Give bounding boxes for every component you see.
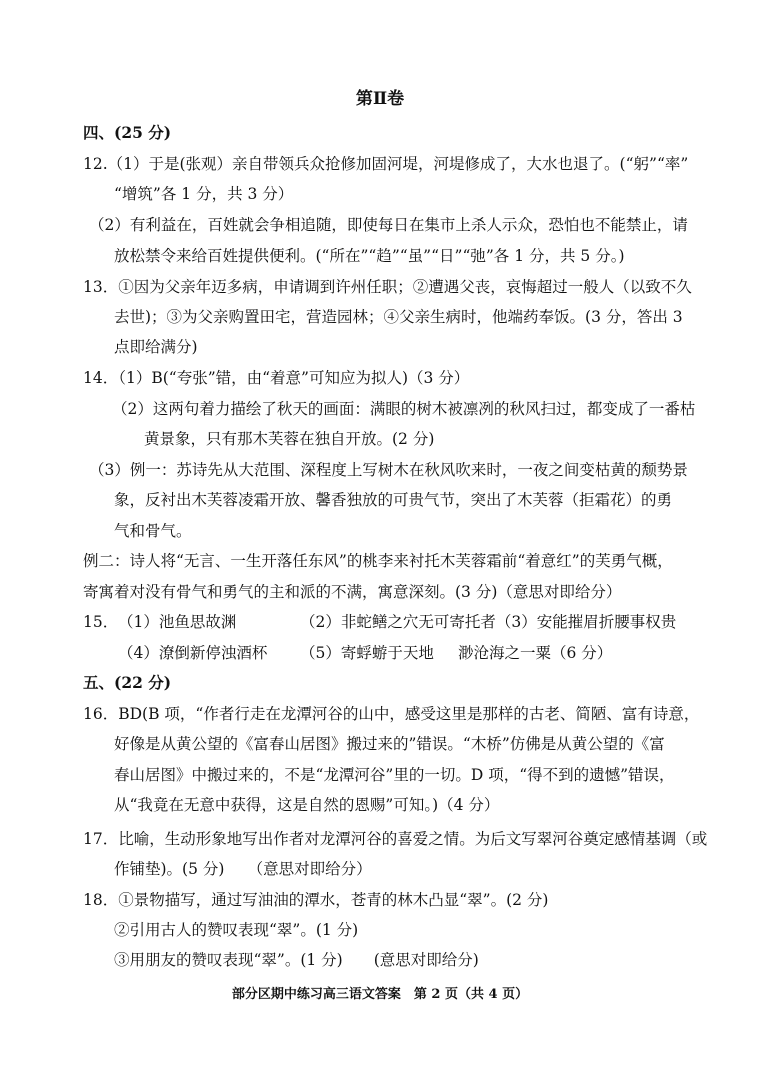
q17-line-1: 17．比喻，生动形象地写出作者对龙潭河谷的喜爱之情。为后文写翠河谷奠定感情基调（或 (83, 830, 708, 848)
q12-line-2: “增筑”各 1 分，共 3 分） (114, 185, 294, 203)
q14-line-3: 黄景象，只有那木芙蓉在独自开放。(2 分) (144, 430, 435, 448)
q13-line-2: 去世)；③为父亲购置田宅，营造园林；④父亲生病时，他端药奉饭。(3 分，答出 3 (114, 308, 683, 326)
q14-line-6: 气和骨气。 (114, 522, 192, 540)
q14-line-1: 14．（1）B(“夸张”错，由“着意”可知应为拟人)（3 分） (83, 369, 470, 387)
q13-line-3: 点即给满分) (114, 338, 198, 356)
page-footer: 部分区期中练习高三语文答案 第 2 页（共 4 页） (231, 987, 529, 1002)
q15-answer-4: （4）潦倒新停浊酒杯 (118, 644, 268, 662)
q14-line-8: 寄寓着对没有骨气和勇气的主和派的不满，寓意深刻。(3 分)（意思对即给分） (83, 583, 622, 601)
q18-line-3: ③用朋友的赞叹表现“翠”。(1 分) (意思对即给分) (114, 951, 479, 969)
q14-line-2: （2）这两句着力描绘了秋天的画面：满眼的树木被凛冽的秋风扫过，都变成了一番枯 (112, 400, 696, 418)
q18-line-1: 18．①景物描写，通过写油油的潭水，苍青的林木凸显“翠”。(2 分) (83, 891, 549, 909)
section-five-heading: 五、(22 分) (83, 673, 172, 692)
q12-line-3: （2）有利益在，百姓就会争相追随，即使每日在集市上杀人示众，恐怕也不能禁止，请 (89, 216, 688, 234)
q15-answer-5: （5）寄蜉蝣于天地 (300, 644, 434, 662)
page-title: 第Ⅱ卷 (355, 89, 405, 109)
q16-line-2: 好像是从黄公望的《富春山居图》搬过来的”错误。“木桥”仿佛是从黄公望的《富 (114, 735, 665, 753)
q12-line-1: 12.（1）于是(张观）亲自带领兵众抢修加固河堤，河堤修成了，大水也退了。(“躬”“率” (83, 155, 689, 173)
q15-answer-2-3: （2）非蛇鳝之穴无可寄托者（3）安能摧眉折腰事权贵 (300, 613, 677, 631)
q14-line-5: 象，反衬出木芙蓉凌霜开放、馨香独放的可贵气节，突出了木芙蓉（拒霜花）的勇 (114, 491, 673, 509)
q17-line-2: 作铺垫)。(5 分) （意思对即给分） (114, 860, 372, 878)
q15-answer-1: （1）池鱼思故渊 (118, 613, 237, 631)
q15-number: 15． (83, 613, 119, 631)
q13-line-1: 13．①因为父亲年迈多病，申请调到许州任职；②遭遇父丧，哀悔超过一般人（以致不久 (83, 278, 692, 296)
q14-line-7: 例二：诗人将“无言、一生开落任东风”的桃李来衬托木芙蓉霜前“着意红”的芙勇气概， (83, 552, 673, 570)
q15-answer-5b: 渺沧海之一粟（6 分） (458, 644, 613, 662)
q12-line-4: 放松禁令来给百姓提供便利。(“所在”“趋”“虽”“日”“弛”各 1 分，共 5 分。) (114, 247, 625, 265)
q16-line-3: 春山居图》中搬过来的，不是“龙潭河谷”里的一切。D 项，“得不到的遗憾”错误， (114, 766, 675, 784)
q18-line-2: ②引用古人的赞叹表现“翠”。(1 分) (114, 921, 359, 939)
q16-line-4: 从“我竟在无意中获得，这是自然的恩赐”可知。)（4 分） (114, 796, 500, 814)
section-four-heading: 四、(25 分) (83, 123, 172, 142)
q16-line-1: 16．BD(B 项，“作者行走在龙潭河谷的山中，感受这里是那样的古老、简陋、富有诗意， (83, 705, 700, 723)
q14-line-4: （3）例一：苏诗先从大范围、深程度上写树木在秋风吹来时，一夜之间变枯黄的颓势景 (89, 461, 688, 479)
